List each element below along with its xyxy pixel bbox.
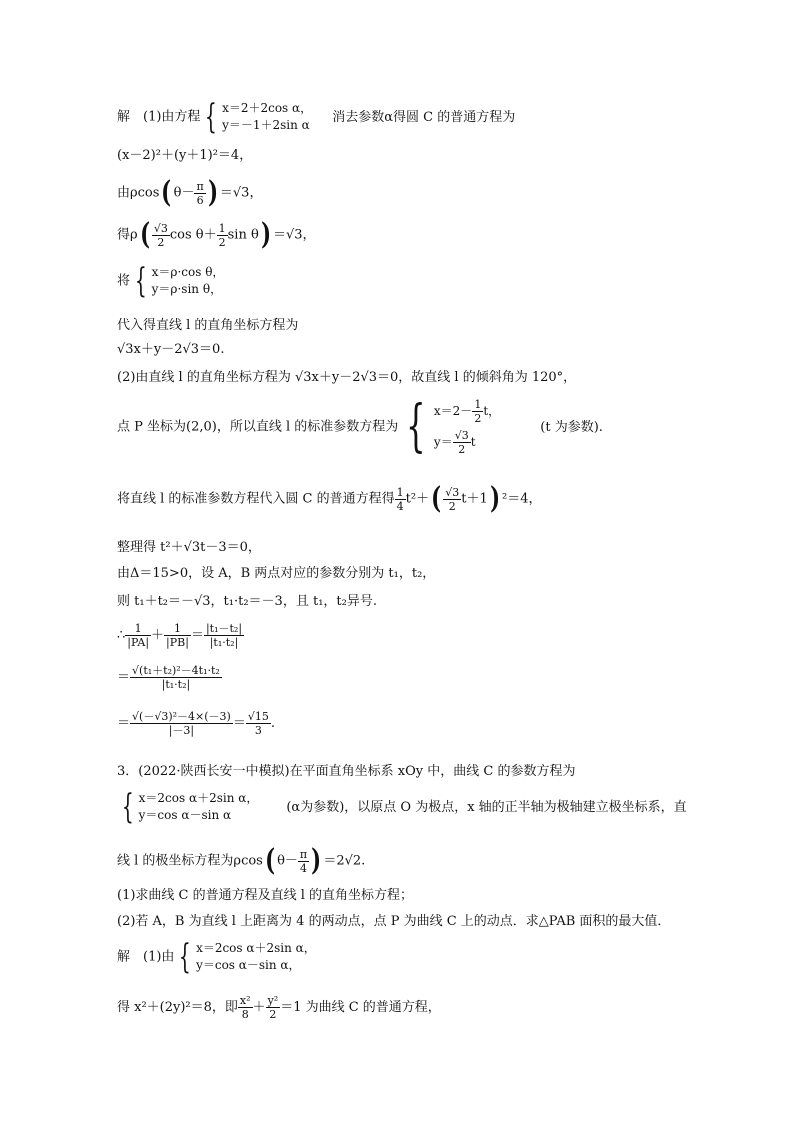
text: 解 (1)由方程 xyxy=(117,109,201,125)
text: ＝ xyxy=(190,628,204,643)
paren: ( xyxy=(139,217,150,252)
numerator: x² xyxy=(239,994,251,1007)
polar-equation-line xyxy=(117,175,263,210)
question-1: (1)求曲线 C 的普通方程及直线 l 的直角坐标方程； xyxy=(117,888,414,903)
denominator: |t₁·t₂| xyxy=(161,678,191,691)
brace: { xyxy=(121,787,134,827)
substitution-line xyxy=(117,261,225,301)
equation: y＝ρ·sin θ， xyxy=(151,282,223,296)
numerator: √3 xyxy=(153,221,168,235)
equation-system xyxy=(152,264,225,298)
numerator: π xyxy=(299,847,308,861)
numerator: √(－√3)²－4×(－3) xyxy=(132,710,231,723)
text: 得 x²＋(2y)²＝8，即 xyxy=(117,1000,238,1015)
equation: y＝cos α－sin α， xyxy=(196,958,301,972)
text: t， xyxy=(483,404,501,418)
numerator: 1 xyxy=(474,398,482,411)
numerator: 1 xyxy=(125,622,151,636)
denominator: 4 xyxy=(396,499,404,513)
fraction xyxy=(238,994,253,1021)
equation: y＝－1＋2sin α xyxy=(222,118,310,132)
fraction xyxy=(164,622,191,649)
text: ²＝4， xyxy=(502,491,542,507)
text: 由ρcos xyxy=(117,185,160,201)
text: 将直线 l 的标准参数方程代入圆 C 的普通方程得 xyxy=(117,491,395,507)
equation-system xyxy=(434,398,500,456)
equation: y＝cos α－sin α xyxy=(138,808,232,822)
text-line: 则 t₁＋t₂＝－√3，t₁·t₂＝－3，且 t₁，t₂异号. xyxy=(117,594,377,609)
text: t²＋ xyxy=(405,491,430,507)
text-line: (2)由直线 l 的直角坐标方程为 √3x＋y－2√3＝0，故直线 l 的倾斜角为 120°， xyxy=(117,370,577,385)
paren: ( xyxy=(431,481,442,516)
fraction xyxy=(217,222,228,249)
text: cos θ＋ xyxy=(169,227,217,243)
equation: x＝2＋2cos α， xyxy=(222,101,313,115)
text: x＝2－ xyxy=(433,404,473,418)
text: ＋ xyxy=(151,628,165,643)
problem-statement: 3．(2022·陕西长安一中模拟)在平面直角坐标系 xOy 中，曲线 C 的参数方程为 xyxy=(117,764,576,779)
text: 将 xyxy=(117,273,131,289)
text: (α为参数)，以原点 O 为极点，x 轴的正半轴为极轴建立极坐标系，直 xyxy=(286,799,687,815)
denominator: 4 xyxy=(300,861,307,875)
curve-parametric-line xyxy=(117,787,687,827)
equation: x＝2cos α＋2sin α， xyxy=(138,791,259,805)
paren: ) xyxy=(260,217,271,252)
text-line: √3x＋y－2√3＝0. xyxy=(117,342,225,357)
numerator: √3 xyxy=(445,485,460,499)
text: sin θ xyxy=(227,227,259,243)
text: ∴ xyxy=(117,628,126,643)
text: y＝ xyxy=(433,435,453,449)
text: ＝2√2. xyxy=(323,853,366,869)
fraction xyxy=(266,994,281,1021)
denominator: 2 xyxy=(474,412,482,425)
fraction xyxy=(130,710,233,737)
numerator: 1 xyxy=(164,622,191,636)
denominator: 6 xyxy=(196,193,204,207)
text: t xyxy=(470,435,476,449)
denominator: 2 xyxy=(458,443,466,456)
fraction xyxy=(194,180,205,207)
brace: { xyxy=(205,97,218,137)
parametric-line xyxy=(117,394,603,459)
radical-expression-line xyxy=(117,664,222,691)
numerator: |t₁－t₂| xyxy=(205,622,243,635)
text: ＝1 为曲线 C 的普通方程， xyxy=(280,1000,441,1015)
numerator: y² xyxy=(267,994,279,1007)
question-2: (2)若 A，B 为直线 l 上距离为 4 的两动点，点 P 为曲线 C 上的动点．求△PAB 面积的最大值． xyxy=(117,914,671,929)
text: θ－ xyxy=(173,185,195,201)
ellipse-equation-line xyxy=(117,994,441,1021)
fraction xyxy=(395,486,406,513)
numerator: √(t₁＋t₂)²－4t₁·t₂ xyxy=(132,664,220,677)
text: ＝√3， xyxy=(273,227,316,243)
denominator: 3 xyxy=(254,724,262,737)
equation xyxy=(434,398,500,425)
denominator: 2 xyxy=(157,235,165,249)
text: ＝ xyxy=(117,670,131,685)
text-line: 代入得直线 l 的直角坐标方程为 xyxy=(117,318,299,333)
line-polar-equation xyxy=(117,843,366,878)
denominator: 2 xyxy=(218,235,226,249)
text: ＝ xyxy=(232,716,246,731)
text: ＝ xyxy=(117,716,131,731)
equation-system xyxy=(222,100,312,134)
fraction xyxy=(130,664,222,691)
text: 点 P 坐标为(2,0)，所以直线 l 的标准参数方程为 xyxy=(117,419,399,435)
brace: { xyxy=(179,937,192,977)
text-line: 由Δ＝15>0，设 A，B 两点对应的参数分别为 t₁，t₂， xyxy=(117,566,436,581)
equation xyxy=(434,429,500,456)
denominator: 2 xyxy=(269,1008,277,1021)
text: t＋1 xyxy=(461,491,488,507)
final-value-line xyxy=(117,710,275,737)
denominator: |PB| xyxy=(166,636,189,649)
denominator: |PA| xyxy=(127,636,150,649)
paren: ) xyxy=(207,175,218,210)
fraction xyxy=(472,398,483,425)
paren: ( xyxy=(264,843,275,878)
text: 消去参数α得圆 C 的普通方程为 xyxy=(332,109,516,125)
numerator: √3 xyxy=(454,429,469,442)
paren: ) xyxy=(311,843,322,878)
solution-line-1 xyxy=(117,97,516,137)
text: (t 为参数). xyxy=(540,419,603,435)
numerator: √15 xyxy=(247,710,269,723)
numerator: π xyxy=(196,179,204,193)
text: θ－ xyxy=(277,853,298,869)
denominator: |t₁·t₂| xyxy=(209,636,239,649)
text: 得ρ xyxy=(117,227,138,243)
text: 线 l 的极坐标方程为ρcos xyxy=(117,853,263,869)
reciprocal-sum-line xyxy=(117,622,244,649)
fraction xyxy=(443,486,461,513)
text: 解 (1)由 xyxy=(117,949,175,965)
fraction xyxy=(125,622,151,649)
fraction xyxy=(152,222,170,249)
fraction xyxy=(246,710,271,737)
paren: ( xyxy=(161,175,172,210)
equation: x＝2cos α＋2sin α， xyxy=(196,941,316,955)
substituted-equation-line xyxy=(117,481,542,516)
fraction xyxy=(204,622,244,649)
equation-system xyxy=(139,790,259,824)
brace: { xyxy=(406,394,426,459)
text: ＝√3， xyxy=(219,185,263,201)
denominator: 2 xyxy=(448,499,456,513)
paren: ) xyxy=(489,481,500,516)
text-line: 整理得 t²＋√3t－3＝0， xyxy=(117,540,261,555)
solution-line-2 xyxy=(117,937,316,977)
expanded-polar-line xyxy=(117,217,316,252)
text: . xyxy=(270,716,275,731)
numerator: 1 xyxy=(218,221,226,235)
numerator: 1 xyxy=(396,485,404,499)
denominator: 8 xyxy=(241,1008,249,1021)
equation: x＝ρ·cos θ， xyxy=(151,265,225,279)
circle-equation: (x－2)²＋(y＋1)²＝4， xyxy=(117,148,253,163)
fraction xyxy=(453,429,471,456)
text: ＋ xyxy=(252,1000,266,1015)
brace: { xyxy=(134,261,147,301)
equation-system xyxy=(196,940,316,974)
denominator: |－3| xyxy=(168,724,195,737)
fraction xyxy=(298,848,309,875)
